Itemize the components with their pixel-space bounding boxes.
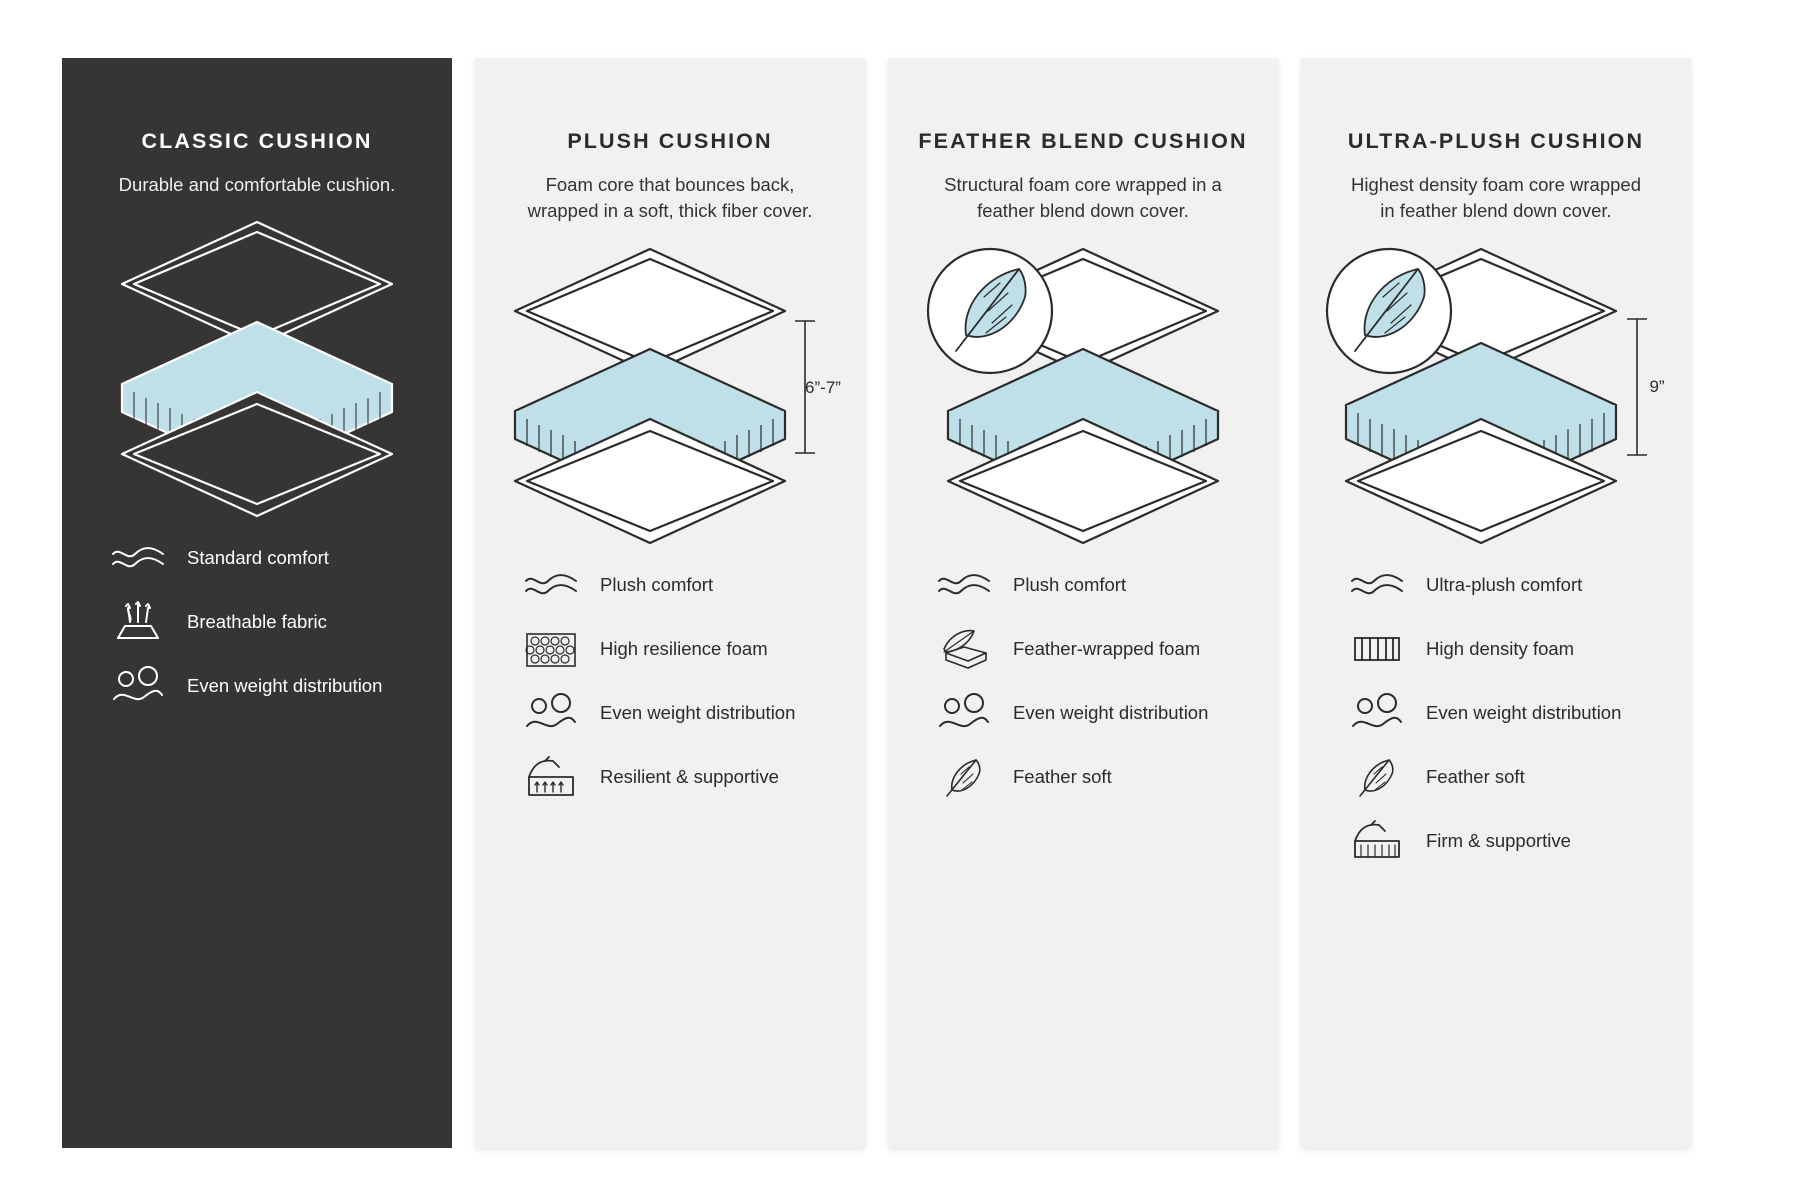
feature-item [1346,817,1646,865]
feature-list [107,534,407,710]
cushion-card-plush [475,58,865,1148]
even-weight-distribution-icon [933,689,995,737]
feature-label: Feather soft [1426,765,1525,787]
feature-item [933,561,1233,609]
card-description: Foam core that bounces back, wrapped in a soft, thick fiber cover. [527,174,813,222]
card-description: Durable and comfortable cushion. [118,174,396,196]
feature-label: Feather soft [1013,765,1112,787]
wave-lines-icon [107,534,169,582]
wave-lines-icon [520,561,582,609]
wave-lines-icon [1346,561,1408,609]
feature-label: Even weight distribution [187,675,383,697]
feature-item [1346,561,1646,609]
feature-item [520,561,820,609]
feature-item [933,625,1233,673]
card-title: ULTRA-PLUSH CUSHION [1347,129,1645,153]
feature-label: Resilient & supportive [600,765,779,787]
feather-icon [1346,753,1408,801]
exploded-cushion-illustration [1301,239,1691,549]
high-density-foam-icon [1346,625,1408,673]
card-title: CLASSIC CUSHION [141,129,373,153]
cushion-card-feather-blend [888,58,1278,1148]
honeycomb-foam-icon [520,625,582,673]
feature-label: Even weight distribution [600,701,796,723]
feature-item [107,662,407,710]
feature-item [520,625,820,673]
feather-icon [933,753,995,801]
even-weight-distribution-icon [520,689,582,737]
dimension-marker [1627,319,1647,455]
cushion-card-classic [62,58,452,1148]
cushion-card-list [62,58,1752,1148]
feature-label: Ultra-plush comfort [1426,573,1583,595]
feature-label: Plush comfort [1013,573,1127,595]
dimension-label: 6”-7” [805,377,841,397]
feature-item [933,753,1233,801]
feature-label: Firm & supportive [1426,829,1571,851]
dimension-label: 9” [1649,376,1665,396]
feature-list [933,561,1233,801]
feature-label: Even weight distribution [1013,701,1209,723]
feather-wrapped-foam-icon [933,625,995,673]
feature-item [1346,625,1646,673]
card-description: Structural foam core wrapped in a feather blend down cover. [944,174,1222,222]
feature-item [1346,753,1646,801]
feature-item [1346,689,1646,737]
feature-item [520,689,820,737]
even-weight-distribution-icon [107,662,169,710]
even-weight-distribution-icon [1346,689,1408,737]
feature-label: Standard comfort [187,547,329,569]
feature-label: Feather-wrapped foam [1013,637,1201,659]
exploded-cushion-illustration [475,239,865,549]
feather-badge [1327,249,1451,373]
feature-item [520,753,820,801]
feature-label: Even weight distribution [1426,701,1622,723]
feature-list [1346,561,1646,865]
feature-item [107,534,407,582]
feature-label: Breathable fabric [187,611,327,633]
feature-item [107,598,407,646]
firm-support-icon [1346,817,1408,865]
exploded-cushion-illustration [888,239,1278,549]
breathable-fabric-icon [107,598,169,646]
feature-label: Plush comfort [600,573,714,595]
card-title: FEATHER BLEND CUSHION [918,129,1248,153]
exploded-cushion-illustration [62,212,452,522]
feature-label: High density foam [1426,637,1575,659]
feather-badge [928,249,1052,373]
card-description: Highest density foam core wrapped in feather blend down cover. [1351,174,1641,222]
feature-item [933,689,1233,737]
wave-lines-icon [933,561,995,609]
cushion-card-ultra-plush [1301,58,1691,1148]
card-title: PLUSH CUSHION [567,129,773,153]
resilient-support-icon [520,753,582,801]
feature-list [520,561,820,801]
feature-label: High resilience foam [600,637,768,659]
